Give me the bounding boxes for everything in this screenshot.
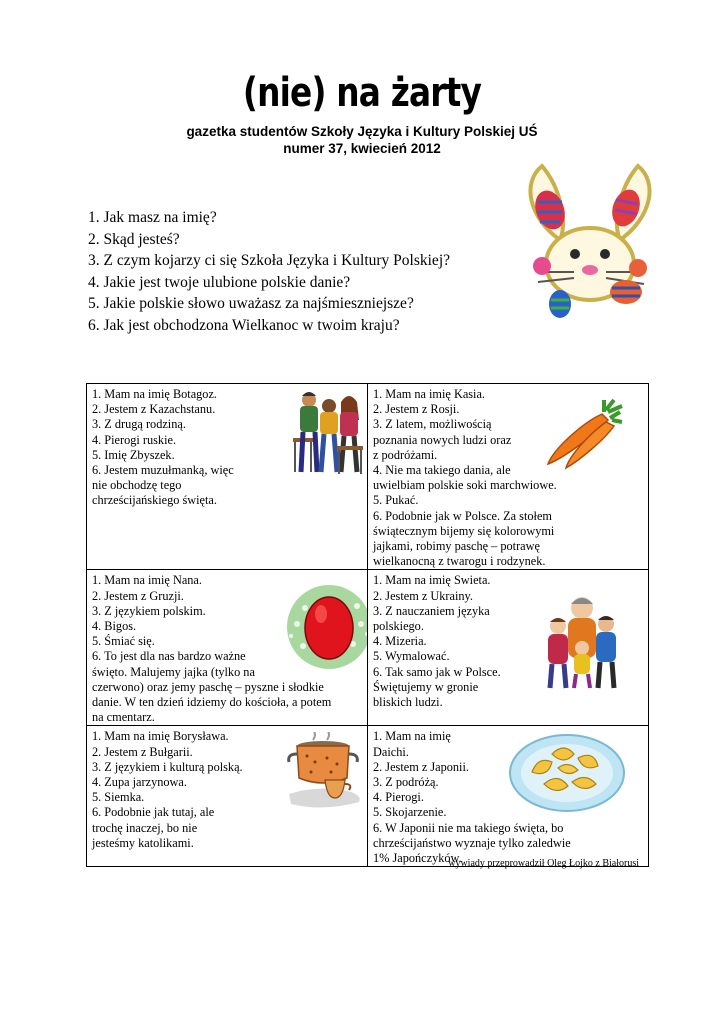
question-item: 4. Jakie jest twoje ulubione polskie danie? (88, 273, 351, 291)
answer-line: 5. Wymalować. (373, 649, 450, 664)
answer-line: 5. Pukać. (373, 493, 419, 508)
answer-line: 6. Podobnie jak tutaj, ale (92, 805, 215, 820)
answer-line: 6. Tak samo jak w Polsce. (373, 664, 501, 679)
question-item: 5. Jakie polskie słowo uważasz za najśmieszniejsze? (88, 295, 414, 313)
answer-line: trochę inaczej, bo nie (92, 820, 198, 835)
answer-line: 2. Jestem z Kazachstanu. (92, 402, 216, 417)
answer-line: 3. Z drugą rodziną. (92, 417, 186, 432)
answer-line: 1. Mam na imię Borysława. (92, 729, 229, 744)
answer-line: 1. Mam na imię Botagoz. (92, 387, 217, 401)
interview-kasia (368, 384, 649, 570)
answer-line: jesteśmy katolikami. (92, 835, 194, 850)
subtitle-line-2: numer 37, kwiecień 2012 (283, 141, 441, 156)
answer-line: Daichi. (373, 744, 409, 759)
family-icon (538, 592, 624, 692)
answer-line: 3. Z językiem i kulturą polską. (92, 759, 243, 774)
answer-line: 5. Siemka. (92, 790, 145, 805)
answer-line: Świętujemy w gronie (373, 679, 479, 694)
answer-line: 1. Mam na imię (373, 729, 451, 744)
answer-line: 5. Skojarzenie. (373, 805, 447, 820)
answer-line: 3. Z nauczaniem języka (373, 603, 490, 618)
answer-line: polskiego. (373, 619, 424, 634)
answer-line: uwielbiam polskie soki marchwiowe. (373, 478, 557, 493)
answer-line: na cmentarz. (92, 710, 155, 725)
page-title: (nie) na żarty (242, 70, 482, 116)
answer-line: świątecznym bijemy się kolorowymi (373, 523, 555, 538)
answer-line: czerwono) oraz jemy paschę – pyszne i słodkie (92, 679, 324, 694)
answer-line: 3. Z latem, możliwością (373, 417, 492, 432)
answer-line: chrześcijaństwo wyznaje tylko zaledwie (373, 835, 571, 850)
interviews-credit: wywiady przeprowadził Oleg Łojko z Białorusi (448, 858, 639, 869)
answer-line: 4. Pierogi. (373, 790, 424, 805)
answer-line: 2. Jestem z Gruzji. (92, 588, 184, 603)
easter-bunny-icon (520, 162, 660, 320)
answer-line: 4. Zupa jarzynowa. (92, 775, 187, 790)
answer-line: 2. Jestem z Bułgarii. (92, 744, 193, 759)
answer-line: 6. W Japonii nie ma takiego święta, bo (373, 820, 564, 835)
answer-line: 5. Śmiać się. (92, 634, 155, 649)
answer-line: 1. Mam na imię Nana. (92, 573, 202, 588)
answer-line: 4. Mizeria. (373, 634, 427, 649)
interviews-table (86, 383, 649, 867)
interview-daichi (368, 726, 649, 867)
question-item: 2. Skąd jesteś? (88, 230, 180, 248)
answer-line: danie. W ten dzień idziemy do kościoła, a potem (92, 695, 332, 710)
dumplings-plate-icon (508, 732, 626, 814)
interview-boryslawa (87, 726, 368, 867)
answer-line: 2. Jestem z Japonii. (373, 759, 469, 774)
answer-line: 4. Bigos. (92, 619, 137, 634)
answer-line: bliskich ludzi. (373, 695, 443, 710)
answer-line: 1. Mam na imię Kasia. (373, 387, 486, 401)
answer-line: 6. Podobnie jak w Polsce. Za stołem (373, 508, 552, 523)
answer-line: 3. Z językiem polskim. (92, 603, 206, 618)
answer-line: święto. Malujemy jajka (tylko na (92, 664, 255, 679)
answer-line: 5. Imię Zbyszek. (92, 447, 175, 462)
answer-line: jajkami, robimy paschę – potrawę (373, 539, 540, 554)
question-list (88, 207, 450, 337)
answer-line: 6. To jest dla nas bardzo ważne (92, 649, 246, 664)
question-item: 6. Jak jest obchodzona Wielkanoc w twoim kraju? (88, 316, 400, 334)
answer-line: 1. Mam na imię Swieta. (373, 573, 491, 588)
answer-line: poznania nowych ludzi oraz (373, 432, 512, 447)
answer-line: 4. Nie ma takiego dania, ale (373, 463, 511, 478)
question-item: 3. Z czym kojarzy ci się Szkoła Języka i Kultury Polskiej? (88, 252, 451, 270)
subtitle-line-1: gazetka studentów Szkoły Języka i Kultury Polskiej UŚ (186, 124, 538, 139)
answer-line: nie obchodzę tego (92, 478, 182, 493)
carrots-icon (544, 398, 624, 470)
answer-line: 6. Jestem muzułmanką, więc (92, 463, 234, 478)
answer-line: 3. Z podróżą. (373, 775, 439, 790)
answer-line: wielkanocną z twarogu i rodzynek. (373, 554, 546, 569)
red-egg-icon (283, 584, 368, 670)
answer-line: 4. Pierogi ruskie. (92, 432, 177, 447)
soup-pot-icon (283, 732, 368, 812)
question-item: 1. Jak masz na imię? (88, 209, 217, 226)
students-icon (291, 386, 368, 478)
interview-nana (87, 570, 368, 726)
answer-line: 1% Japończyków. (373, 851, 462, 866)
interview-botagoz (87, 384, 368, 570)
answer-line: z podróżami. (373, 447, 438, 462)
interview-swieta (368, 570, 649, 726)
answer-line: 2. Jestem z Ukrainy. (373, 588, 473, 603)
answer-line: chrześcijańskiego święta. (92, 493, 217, 508)
answer-line: 2. Jestem z Rosji. (373, 402, 460, 417)
